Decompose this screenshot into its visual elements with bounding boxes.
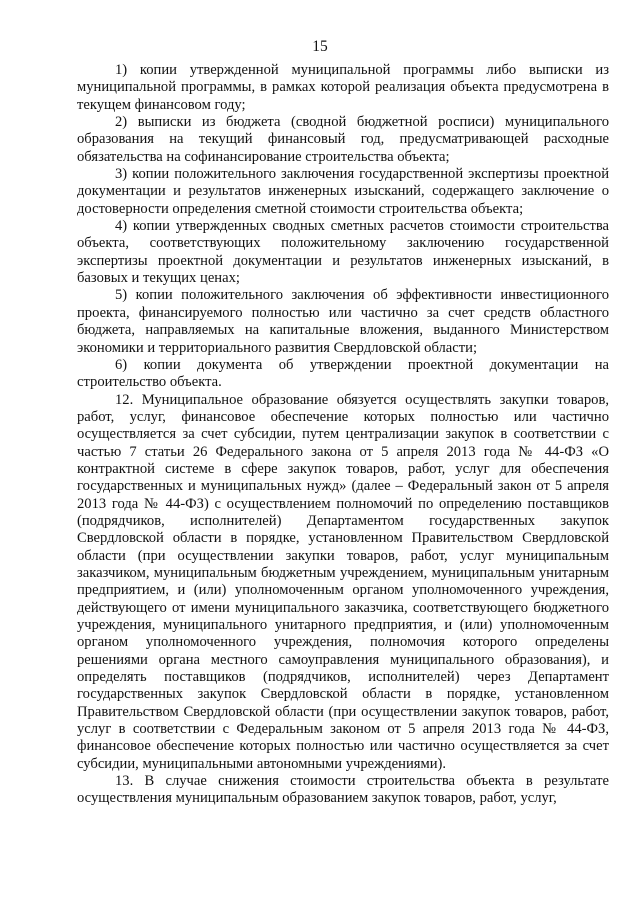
- paragraph-item-6-project-approval: 6) копии документа об утверждении проектной документации на строительство объекта.: [77, 356, 609, 391]
- paragraph-item-3-expertise-conclusion: 3) копии положительного заключения государственной экспертизы проектной документации и результатов инженерных изысканий, содержащего заключение о достоверности определения сметной стоимости строительства объекта;: [77, 166, 609, 217]
- paragraph-item-1-program-copies: 1) копии утвержденной муниципальной программы либо выписки из муниципальной программы, в рамках которой реализация объекта предусмотрена в текущем финансовом году;: [77, 62, 609, 113]
- paragraph-clause-12-procurement: 12. Муниципальное образование обязуется осуществлять закупки товаров, работ, услуг, финансовое обеспечение которых полностью или частично осуществляется за счет субсидии, путем централизации закупок в соответствии с частью 7 статьи 26 Федерального закона от 5 апреля 2013 года № 44-ФЗ «О контрактной системе в сфере закупок товаров, работ, услуг для обеспечения государственных и муниципальных нужд» (далее – Федеральный закон от 5 апреля 2013 года № 44-ФЗ) с осуществлением полномочий по определению поставщиков (подрядчиков, исполнителей) Департаментом государственных закупок Свердловской области в порядке, установленном Правительством Свердловской области (при осуществлении закупки товаров, работ, услуг муниципальным заказчиком, муниципальным бюджетным учреждением, муниципальным унитарным предприятием, и (или) уполномоченным органом уполномоченного учреждения, действующего от имени муниципального заказчика, соответствующего бюджетного учреждения, муниципального унитарного предприятия, и (или) уполномоченным органом уполномоченного учреждения, полномочия которого определены решениями органа местного самоуправления муниципального образования), и определять поставщиков (подрядчиков, исполнителей) через Департамент государственных закупок Свердловской области в порядке, установленном Правительством Свердловской области (при осуществлении закупок товаров, работ, услуг в соответствии с Федеральным законом от 5 апреля 2013 года № 44-ФЗ, финансовое обеспечение которых полностью или частично осуществляется за счет субсидии, муниципальными автономными учреждениями).: [77, 391, 609, 772]
- document-body: [77, 62, 609, 808]
- paragraph-item-4-estimate-calculations: 4) копии утвержденных сводных сметных расчетов стоимости строительства объекта, соответствующих положительному заключению государственной экспертизы проектной документации и результатов инженерных изысканий, в базовых и текущих ценах;: [77, 218, 609, 287]
- paragraph-item-2-budget-extracts: 2) выписки из бюджета (сводной бюджетной росписи) муниципального образования на текущий финансовый год, предусматривающей расходные обязательства на софинансирование строительства объекта;: [77, 114, 609, 165]
- paragraph-item-5-efficiency-conclusion: 5) копии положительного заключения об эффективности инвестиционного проекта, финансируемого полностью или частично за счет средств областного бюджета, направляемых на капитальные вложения, выданного Министерством экономики и территориального развития Свердловской области;: [77, 287, 609, 356]
- paragraph-clause-13-cost-reduction: 13. В случае снижения стоимости строительства объекта в результате осуществления муниципальным образованием закупок товаров, работ, услуг,: [77, 773, 609, 807]
- page-number: 15: [312, 38, 328, 55]
